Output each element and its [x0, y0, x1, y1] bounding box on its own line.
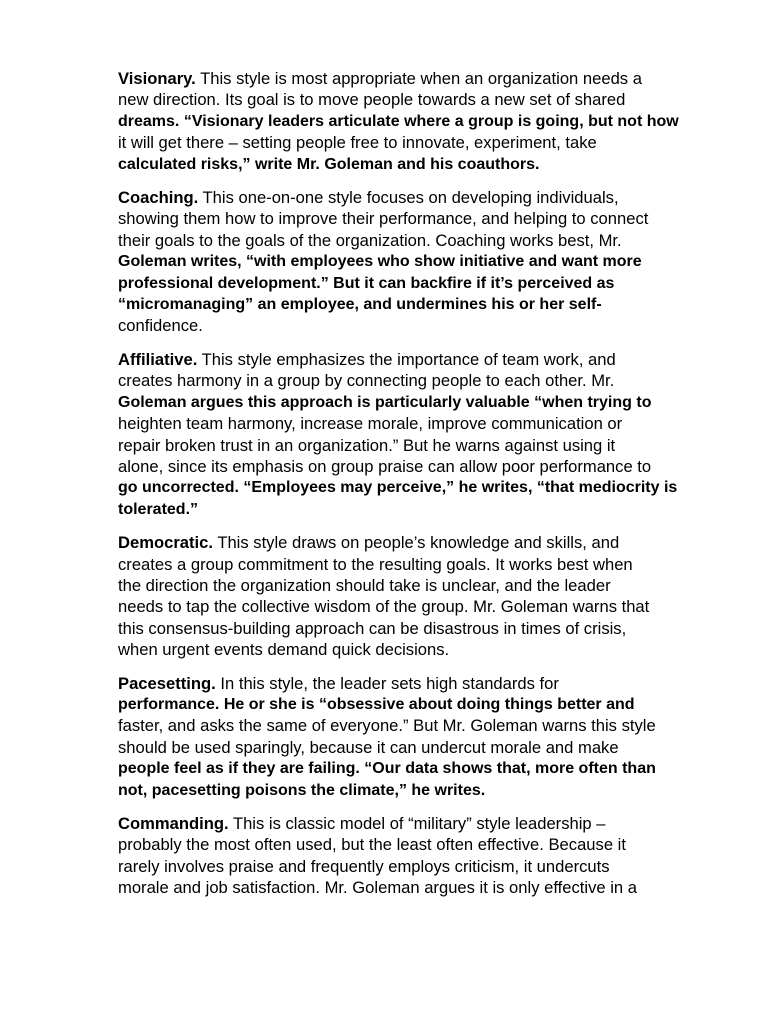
text-line: should be used sparingly, because it can undercut morale and make [118, 737, 619, 757]
text-line: performance. He or she is “obsessive about doing things better and [118, 695, 635, 713]
text-line: Commanding. This is classic model of “military” style leadership – [118, 814, 606, 833]
text-line: tolerated.” [118, 500, 199, 518]
text-line: it will get there – setting people free to innovate, experiment, take [118, 133, 597, 153]
paragraph-coaching [118, 187, 708, 337]
text-line: confidence. [118, 316, 203, 336]
text-line: morale and job satisfaction. Mr. Goleman argues it is only effective in a [118, 878, 637, 898]
text-line: Pacesetting. In this style, the leader sets high standards for [118, 673, 559, 693]
paragraph-heading: Pacesetting. [118, 673, 216, 693]
text-line: creates a group commitment to the resulting goals. It works best when [118, 554, 633, 574]
paragraph-heading: Democratic. [118, 533, 213, 553]
text-line: Visionary. This style is most appropriate when an organization needs a [118, 69, 642, 88]
text-line: repair broken trust in an organization.” But he warns against using it [118, 435, 616, 455]
text-line: faster, and asks the same of everyone.” But Mr. Goleman warns this style [118, 716, 656, 736]
text-line: Democratic. This style draws on people’s knowledge and skills, and [118, 533, 620, 553]
text-line: go uncorrected. “Employees may perceive,” he writes, “that mediocrity is [118, 479, 678, 497]
text-line: the direction the organization should take is unclear, and the leader [118, 575, 611, 595]
paragraph-visionary [118, 68, 708, 175]
text-line: Goleman writes, “with employees who show initiative and want more [118, 253, 642, 271]
paragraph-heading: Affiliative. [118, 349, 198, 369]
paragraph-commanding [118, 813, 708, 899]
text-line: Affiliative. This style emphasizes the importance of team work, and [118, 349, 616, 369]
text-line: Goleman argues this approach is particularly valuable “when trying to [118, 393, 652, 411]
paragraph-heading: Coaching. [118, 188, 199, 208]
paragraph-affiliative [118, 349, 708, 520]
paragraph-democratic [118, 532, 708, 660]
paragraph-pacesetting [118, 673, 708, 801]
text-line: professional development.” But it can backfire if it’s perceived as [118, 274, 615, 292]
text-line: Coaching. This one-on-one style focuses on developing individuals, [118, 188, 619, 208]
text-line: dreams. “Visionary leaders articulate where a group is going, but not how [118, 112, 679, 130]
text-line: their goals to the goals of the organization. Coaching works best, Mr. [118, 230, 622, 250]
text-line: people feel as if they are failing. “Our data shows that, more often than [118, 760, 656, 778]
text-line: showing them how to improve their performance, and helping to connect [118, 209, 649, 229]
text-line: not, pacesetting poisons the climate,” he writes. [118, 781, 486, 799]
text-line: calculated risks,” write Mr. Goleman and his coauthors. [118, 155, 540, 173]
text-line: rarely involves praise and frequently employs criticism, it undercuts [118, 856, 610, 876]
text-line: new direction. Its goal is to move people towards a new set of shared [118, 90, 626, 110]
paragraph-heading: Commanding. [118, 814, 229, 833]
text-line: heighten team harmony, increase morale, improve communication or [118, 414, 623, 434]
text-line: needs to tap the collective wisdom of the group. Mr. Goleman warns that [118, 597, 650, 617]
text-line: this consensus-building approach can be disastrous in times of crisis, [118, 618, 627, 638]
text-line: “micromanaging” an employee, and undermines his or her self- [118, 296, 602, 314]
paragraph-heading: Visionary. [118, 69, 196, 88]
text-line: creates harmony in a group by connecting people to each other. Mr. [118, 371, 615, 391]
text-line: when urgent events demand quick decisions. [118, 640, 450, 660]
text-line: alone, since its emphasis on group praise can allow poor performance to [118, 456, 652, 476]
text-line: probably the most often used, but the least often effective. Because it [118, 835, 626, 855]
